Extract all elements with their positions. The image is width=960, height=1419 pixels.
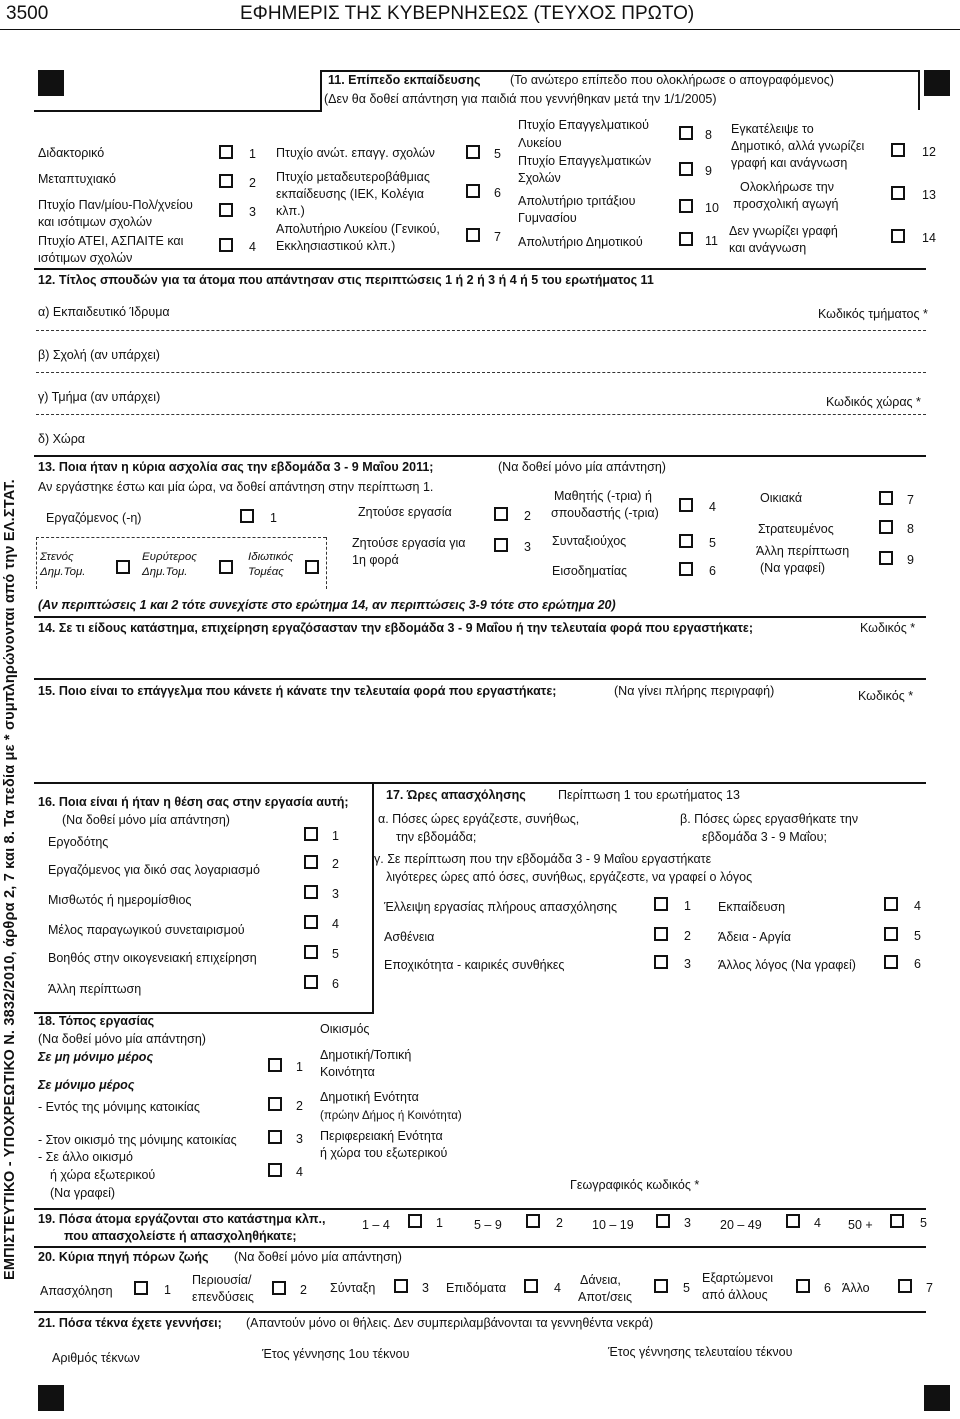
q13-instruction: Αν εργάστηκε έστω και μία ώρα, να δοθεί απάντηση στην περίπτωση 1.	[38, 480, 434, 494]
q20-checkbox-1[interactable]	[134, 1281, 148, 1295]
q11-opt10-label-b: Γυμνασίου	[518, 211, 577, 225]
q17-opt2-label: Ασθένεια	[384, 930, 435, 944]
q11-checkbox-12[interactable]	[891, 143, 905, 157]
q11-opt9-label-a: Πτυχίο Επαγγελματικών	[518, 154, 652, 168]
q19-checkbox-2[interactable]	[526, 1214, 540, 1228]
q18-municipal-unit-label: Δημοτική Ενότητα	[320, 1090, 419, 1104]
q16-checkbox-1[interactable]	[304, 827, 318, 841]
q11-opt4-label-b: ισότιμων σχολών	[38, 251, 133, 265]
q16-checkbox-3[interactable]	[304, 885, 318, 899]
q20-note: (Να δοθεί μόνο μία απάντηση)	[234, 1250, 402, 1264]
q11-opt13-label-a: Ολοκλήρωσε την	[740, 180, 834, 194]
q14-code-label: Κωδικός *	[860, 621, 916, 635]
q11-opt13-label-b: προσχολική αγωγή	[733, 197, 839, 211]
registration-mark-bl	[38, 1385, 64, 1411]
q18-checkbox-2[interactable]	[268, 1097, 282, 1111]
q18-checkbox-4[interactable]	[268, 1163, 282, 1177]
q20-opt2-label-a: Περιουσία/	[192, 1273, 252, 1287]
q12-school-label: β) Σχολή (αν υπάρχει)	[38, 348, 160, 362]
q20-checkbox-3[interactable]	[394, 1279, 408, 1293]
q13-title: 13. Ποια ήταν η κύρια ασχολία σας την εβδομάδα 3 - 9 Μαΐου 2011;	[38, 460, 434, 474]
q11-opt14-label-a: Δεν γνωρίζει γραφή	[729, 224, 838, 238]
q11-checkbox-7[interactable]	[466, 228, 480, 242]
q13-checkbox-4[interactable]	[679, 498, 693, 512]
q18-nonpermanent-label: Σε μη μόνιμο μέρος	[38, 1050, 154, 1064]
q16-checkbox-4[interactable]	[304, 915, 318, 929]
q11-checkbox-3[interactable]	[219, 203, 233, 217]
q19-range5-label: 50 +	[848, 1218, 873, 1232]
q11-note: (Το ανώτερο επίπεδο που ολοκλήρωσε ο απογραφόμενος)	[510, 73, 834, 87]
q13-opt6-label: Εισοδηματίας	[552, 564, 628, 578]
q21-first-child-year-label: Έτος γέννησης 1ου τέκνου	[262, 1347, 410, 1361]
q20-checkbox-2[interactable]	[272, 1281, 286, 1295]
q12-department-label: γ) Τμήμα (αν υπάρχει)	[38, 390, 161, 404]
q17-checkbox-1[interactable]	[654, 897, 668, 911]
q19-title-line1: 19. Πόσα άτομα εργάζονται στο κατάστημα κλπ.,	[38, 1212, 326, 1226]
q11-note2: (Δεν θα δοθεί απάντηση για παιδιά που γεννήθηκαν μετά την 1/1/2005)	[324, 92, 717, 106]
q18-regional-unit-label-a: Περιφερειακή Ενότητα	[320, 1129, 443, 1143]
q19-title-line2: που απασχολείστε ή απασχοληθήκατε;	[64, 1229, 297, 1243]
q20-opt6-label-b: από άλλους	[702, 1288, 768, 1302]
q13-sub-checkbox-narrow-public[interactable]	[116, 560, 130, 574]
q21-title: 21. Πόσα τέκνα έχετε γεννήσει;	[38, 1316, 222, 1330]
q11-opt12-label-a: Εγκατέλειψε το	[731, 122, 814, 136]
q11-opt2-label: Μεταπτυχιακό	[38, 172, 116, 186]
q17-checkbox-2[interactable]	[654, 927, 668, 941]
q18-checkbox-1[interactable]	[268, 1058, 282, 1072]
q19-range4-label: 20 – 49	[720, 1218, 762, 1232]
q17-checkbox-4[interactable]	[884, 897, 898, 911]
q11-checkbox-11[interactable]	[679, 232, 693, 246]
q16-checkbox-2[interactable]	[304, 855, 318, 869]
q11-checkbox-4[interactable]	[219, 238, 233, 252]
q18-opt2-label: - Εντός της μόνιμης κατοικίας	[38, 1100, 200, 1114]
q17-b-line2: εβδομάδα 3 - 9 Μαΐου;	[702, 830, 827, 844]
q18-geo-code-label: Γεωγραφικός κωδικός *	[570, 1178, 700, 1192]
q13-sub3-label-b: Τομέας	[248, 566, 284, 578]
q21-last-child-year-label: Έτος γέννησης τελευταίου τέκνου	[608, 1345, 793, 1359]
q11-checkbox-2[interactable]	[219, 174, 233, 188]
q16-opt2-label: Εργαζόμενος για δικό σας λογαριασμό	[48, 863, 260, 877]
q19-range1-label: 1 – 4	[362, 1218, 390, 1232]
q13-opt9-label-a: Άλλη περίπτωση	[756, 544, 850, 558]
q15-code-label: Κωδικός *	[858, 689, 914, 703]
q19-checkbox-4[interactable]	[786, 1214, 800, 1228]
q13-opt4-label-b: σπουδαστής (-τρια)	[551, 506, 659, 520]
q15-note: (Να γίνει πλήρης περιγραφή)	[614, 684, 775, 698]
q13-sub3-label-a: Ιδιωτικός	[248, 551, 294, 563]
q11-title: 11. Επίπεδο εκπαίδευσης	[328, 73, 481, 87]
sidebar-legal-text: ΕΜΠΙΣΤΕΥΤΙΚΟ - ΥΠΟΧΡΕΩΤΙΚΟ Ν. 3832/2010, άρθρα 2, 7 και 8. Τα πεδία με * συμπληρώνονται από την ΕΛ.ΣΤΑΤ.	[2, 479, 18, 1280]
q17-a-line2: την εβδομάδα;	[396, 830, 477, 844]
q17-a-line1: α. Πόσες ώρες εργάζεστε, συνήθως,	[378, 812, 580, 826]
q13-opt9-label-b: (Να γραφεί)	[760, 561, 826, 575]
q20-title: 20. Κύρια πηγή πόρων ζωής	[38, 1250, 209, 1264]
q16-checkbox-6[interactable]	[304, 975, 318, 989]
q17-g-line1: γ. Σε περίπτωση που την εβδομάδα 3 - 9 Μαΐου εργαστήκατε	[374, 852, 712, 866]
q18-title: 18. Τόπος εργασίας	[38, 1014, 155, 1028]
q18-community-label-a: Δημοτική/Τοπική	[320, 1048, 412, 1062]
q13-opt2-label: Ζητούσε εργασία	[358, 505, 452, 519]
q11-checkbox-13[interactable]	[891, 186, 905, 200]
q11-checkbox-1[interactable]	[219, 145, 233, 159]
q13-sub-checkbox-private[interactable]	[305, 560, 319, 574]
q11-opt3-label-a: Πτυχίο Παν/μίου-Πολ/χνείου	[38, 198, 193, 212]
q11-checkbox-10[interactable]	[679, 199, 693, 213]
q16-checkbox-5[interactable]	[304, 945, 318, 959]
q13-opt5-label: Συνταξιούχος	[552, 534, 627, 548]
q12-country-label: δ) Χώρα	[38, 432, 86, 446]
q18-regional-unit-label-b: ή χώρα του εξωτερικού	[320, 1146, 448, 1160]
q17-title: 17. Ώρες απασχόλησης	[386, 788, 526, 802]
q13-checkbox-1[interactable]	[240, 509, 254, 523]
q20-checkbox-6[interactable]	[796, 1279, 810, 1293]
q11-checkbox-14[interactable]	[891, 229, 905, 243]
q18-checkbox-3[interactable]	[268, 1130, 282, 1144]
q18-opt4-label-c: (Να γραφεί)	[50, 1186, 116, 1200]
q17-checkbox-3[interactable]	[654, 955, 668, 969]
page-number: 3500	[6, 3, 49, 24]
q16-opt6-label: Άλλη περίπτωση	[48, 982, 142, 996]
q13-sub2-label-a: Ευρύτερος	[142, 551, 197, 563]
q11-opt5-label: Πτυχίο ανώτ. επαγγ. σχολών	[276, 146, 435, 160]
q16-opt4-label: Μέλος παραγωγικού συνεταιρισμού	[48, 923, 245, 937]
q13-opt3-label-a: Ζητούσε εργασία για	[352, 536, 466, 550]
q13-opt3-label-b: 1η φορά	[352, 553, 399, 567]
q17-b-line1: β. Πόσες ώρες εργασθήκατε την	[680, 812, 859, 826]
q11-opt6-label-b: εκπαίδευσης (ΙΕΚ, Κολέγια	[276, 187, 425, 201]
q12-title: 12. Τίτλος σπουδών για τα άτομα που απάντησαν στις περιπτώσεις 1 ή 2 ή 3 ή 4 ή 5 του ερωτήματος 11	[38, 273, 654, 287]
q13-opt7-label: Οικιακά	[760, 491, 803, 505]
q11-opt12-label-b: Δημοτικό, αλλά γνωρίζει	[731, 139, 865, 153]
q18-note: (Να δοθεί μόνο μία απάντηση)	[38, 1032, 206, 1046]
q13-sub1-label-a: Στενός	[40, 551, 74, 563]
q11-checkbox-9[interactable]	[679, 162, 693, 176]
q17-opt4-label: Εκπαίδευση	[718, 900, 786, 914]
q21-children-count-label: Αριθμός τέκνων	[52, 1351, 140, 1365]
q16-title: 16. Ποια είναι ή ήταν η θέση σας στην εργασία αυτή;	[38, 795, 349, 809]
q19-checkbox-3[interactable]	[656, 1214, 670, 1228]
q16-opt5-label: Βοηθός στην οικογενειακή επιχείρηση	[48, 951, 257, 965]
q12-institution-label: α) Εκπαιδευτικό Ίδρυμα	[38, 305, 170, 319]
q11-opt3-label-b: και ισότιμων σχολών	[38, 215, 152, 229]
q16-note: (Να δοθεί μόνο μία απάντηση)	[62, 813, 230, 827]
q13-checkbox-6[interactable]	[679, 562, 693, 576]
q20-opt4-label: Επιδόματα	[446, 1281, 507, 1295]
page-title: ΕΦΗΜΕΡΙΣ ΤΗΣ ΚΥΒΕΡΝΗΣΕΩΣ (ΤΕΥΧΟΣ ΠΡΩΤΟ)	[240, 3, 695, 24]
q13-checkbox-9[interactable]	[879, 551, 893, 565]
q11-checkbox-6[interactable]	[466, 184, 480, 198]
q13-checkbox-2[interactable]	[494, 507, 508, 521]
q12-dept-code-label: Κωδικός τμήματος *	[818, 307, 928, 321]
q13-checkbox-3[interactable]	[494, 538, 508, 552]
q18-opt4-label-a: - Σε άλλο οικισμό	[38, 1150, 133, 1164]
q17-checkbox-5[interactable]	[884, 927, 898, 941]
q13-sub1-label-b: Δημ.Τομ.	[40, 566, 86, 578]
q13-sub-checkbox-broad-public[interactable]	[219, 560, 233, 574]
q13-footnote: (Αν περιπτώσεις 1 και 2 τότε συνεχίστε στο ερώτημα 14, αν περιπτώσεις 3-9 τότε στο ερώτημα 20)	[38, 598, 616, 612]
q20-opt1-label: Απασχόληση	[40, 1284, 113, 1298]
q12-country-code-label: Κωδικός χώρας *	[826, 395, 921, 409]
q20-checkbox-7[interactable]	[898, 1279, 912, 1293]
q20-opt2-label-b: επενδύσεις	[192, 1290, 254, 1304]
q13-checkbox-7[interactable]	[879, 491, 893, 505]
q16-opt1-label: Εργοδότης	[48, 835, 109, 849]
q20-opt7-label: Άλλο	[842, 1281, 870, 1295]
q17-opt1-label: Έλλειψη εργασίας πλήρους απασχόλησης	[384, 900, 618, 914]
q13-opt8-label: Στρατευμένος	[758, 522, 834, 536]
q18-municipal-unit-note: (πρώην Δήμος ή Κοινότητα)	[320, 1110, 462, 1122]
q11-opt9-label-b: Σχολών	[518, 171, 561, 185]
q18-permanent-label: Σε μόνιμο μέρος	[38, 1078, 135, 1092]
q17-case: Περίπτωση 1 του ερωτήματος 13	[558, 788, 740, 802]
q11-opt10-label-a: Απολυτήριο τριτάξιου	[518, 194, 636, 208]
q13-note: (Να δοθεί μόνο μία απάντηση)	[498, 460, 666, 474]
q11-opt7-label-a: Απολυτήριο Λυκείου (Γενικού,	[276, 222, 440, 236]
q11-opt7-label-b: Εκκλησιαστικού κλπ.)	[276, 239, 396, 253]
q13-sub2-label-b: Δημ.Τομ.	[142, 566, 188, 578]
q11-opt12-label-c: γραφή και ανάγνωση	[731, 156, 848, 170]
q14-title: 14. Σε τι είδους κατάστημα, επιχείρηση εργαζόσασταν την εβδομάδα 3 - 9 Μαΐου ή την τελευταία φορά που εργαστήκατε;	[38, 621, 754, 635]
q17-opt6-label: Άλλος λόγος (Να γραφεί)	[718, 958, 856, 972]
q18-opt4-label-b: ή χώρα εξωτερικού	[50, 1168, 156, 1182]
q18-community-label-b: Κοινότητα	[320, 1065, 375, 1079]
q11-opt6-label-c: κλπ.)	[276, 204, 305, 218]
q11-opt8-label-a: Πτυχίο Επαγγελματικού	[518, 118, 649, 132]
q20-opt6-label-a: Εξαρτώμενοι	[702, 1271, 774, 1285]
q17-opt5-label: Άδεια - Αργία	[718, 930, 791, 944]
q21-note: (Απαντούν μόνο οι θήλεις. Δεν συμπεριλαμβάνονται τα γεννηθέντα νεκρά)	[246, 1316, 654, 1330]
q11-opt14-label-b: και ανάγνωση	[729, 241, 807, 255]
q11-checkbox-5[interactable]	[466, 145, 480, 159]
q17-g-line2: λιγότερες ώρες από όσες, συνήθως, εργάζεστε, να γραφεί ο λόγος	[386, 870, 753, 884]
q17-checkbox-6[interactable]	[884, 955, 898, 969]
header-rule	[0, 29, 960, 30]
q19-range3-label: 10 – 19	[592, 1218, 634, 1232]
q20-opt5-label-a: Δάνεια,	[580, 1273, 621, 1287]
q11-opt8-label-b: Λυκείου	[518, 136, 562, 150]
q20-checkbox-4[interactable]	[524, 1279, 538, 1293]
q11-opt1-label: Διδακτορικό	[38, 146, 105, 160]
q15-title: 15. Ποιο είναι το επάγγελμα που κάνετε ή κάνατε την τελευταία φορά που εργαστήκατε;	[38, 684, 557, 698]
q18-opt3-label: - Στον οικισμό της μόνιμης κατοικίας	[38, 1133, 237, 1147]
q11-checkbox-8[interactable]	[679, 126, 693, 140]
q20-checkbox-5[interactable]	[654, 1279, 668, 1293]
q19-range2-label: 5 – 9	[474, 1218, 502, 1232]
q11-opt11-label: Απολυτήριο Δημοτικού	[518, 235, 643, 249]
q20-opt5-label-b: Αποτ/σεις	[578, 1290, 633, 1304]
q13-checkbox-8[interactable]	[879, 520, 893, 534]
registration-mark-br	[924, 1385, 950, 1411]
q13-opt4-label-a: Μαθητής (-τρια) ή	[554, 489, 652, 503]
q18-settlement-label: Οικισμός	[320, 1022, 370, 1036]
q20-opt3-label: Σύνταξη	[330, 1281, 376, 1295]
q19-checkbox-5[interactable]	[890, 1214, 904, 1228]
q11-opt4-label-a: Πτυχίο ΑΤΕΙ, ΑΣΠΑΙΤΕ και	[38, 234, 184, 248]
q17-opt3-label: Εποχικότητα - καιρικές συνθήκες	[384, 958, 565, 972]
registration-mark-tr	[924, 70, 950, 96]
q16-opt3-label: Μισθωτός ή ημερομίσθιος	[48, 893, 192, 907]
q19-checkbox-1[interactable]	[408, 1214, 422, 1228]
registration-mark-tl	[38, 70, 64, 96]
q13-opt1-label: Εργαζόμενος (-η)	[46, 511, 142, 525]
q11-opt6-label-a: Πτυχίο μεταδευτεροβάθμιας	[276, 170, 430, 184]
q13-checkbox-5[interactable]	[679, 534, 693, 548]
